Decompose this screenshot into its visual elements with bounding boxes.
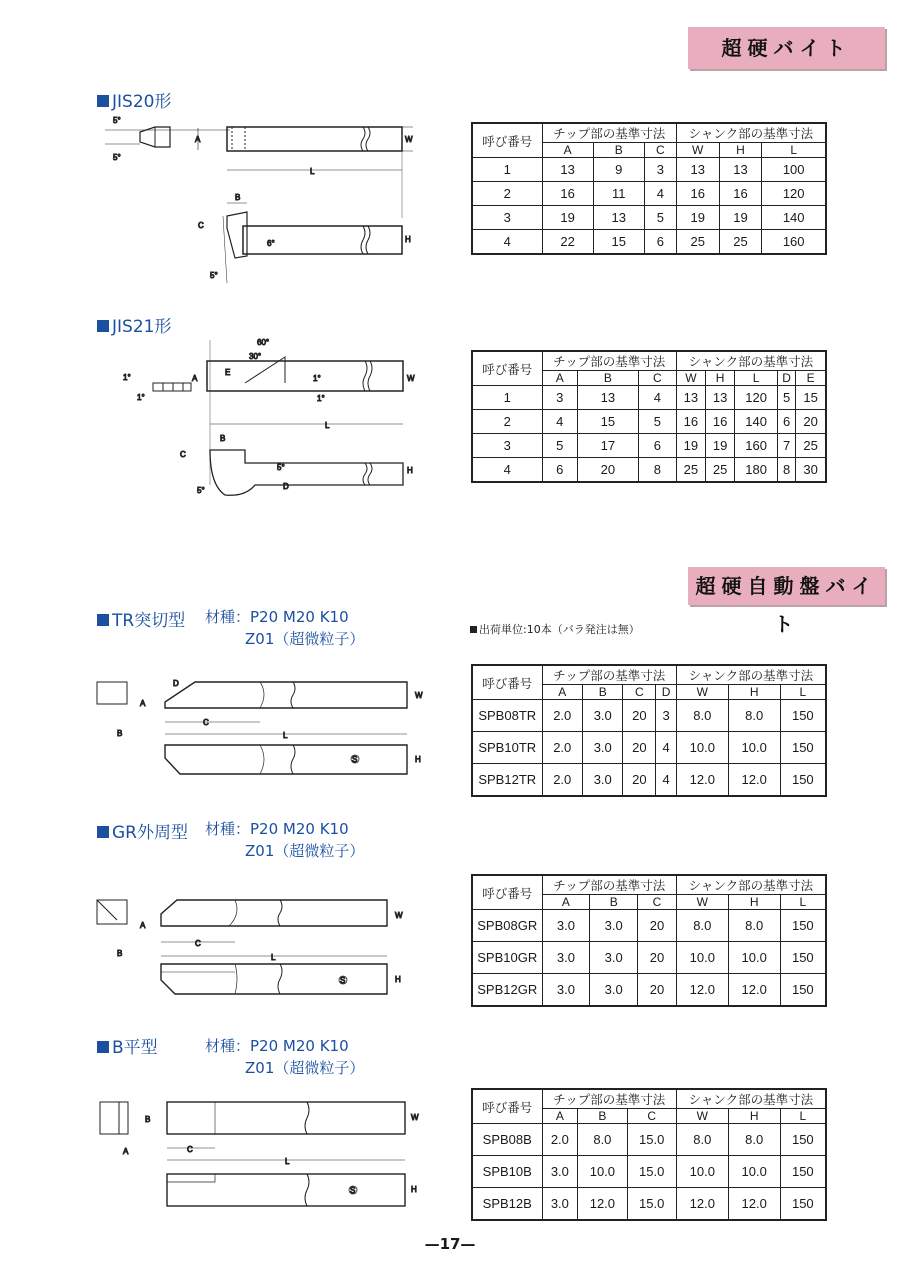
cell: 140: [762, 206, 826, 230]
angle-label: 60°: [257, 338, 270, 347]
angle-label: 5°: [277, 463, 285, 472]
dim-label-a: A: [140, 921, 146, 930]
cell: 150: [780, 974, 826, 1006]
cell: 9: [593, 158, 644, 182]
angle-label: 5°: [113, 116, 121, 125]
cell: 10.0: [578, 1156, 627, 1188]
cell: 20: [577, 458, 638, 482]
header-tip: チップ部の基準寸法: [542, 351, 676, 371]
cell: 19: [706, 434, 735, 458]
header-tip: チップ部の基準寸法: [542, 665, 676, 685]
cell: 20: [638, 974, 677, 1006]
col-header: H: [719, 143, 762, 158]
section-title-text: GR外周型: [112, 823, 188, 843]
cell: 12.0: [728, 974, 780, 1006]
dim-label-a: A: [195, 135, 201, 144]
cell: 5: [638, 410, 676, 434]
cell: 3.0: [542, 1156, 578, 1188]
col-header: H: [706, 371, 735, 386]
cell: 20: [623, 732, 656, 764]
cell: 16: [676, 182, 719, 206]
cell: 5: [542, 434, 577, 458]
dim-label-l: L: [271, 953, 276, 962]
col-header: A: [542, 371, 577, 386]
cell: 12.0: [676, 1188, 728, 1220]
dim-label-l: L: [325, 421, 330, 430]
table-row: [472, 410, 826, 434]
cell: 13: [719, 158, 762, 182]
cell: 150: [780, 910, 826, 942]
col-header: L: [780, 1109, 826, 1124]
cell: 8: [638, 458, 676, 482]
col-header: H: [728, 895, 780, 910]
col-header: E: [796, 371, 826, 386]
cell: 6: [542, 458, 577, 482]
dim-label-b: B: [220, 434, 226, 443]
cell: 3.0: [542, 974, 590, 1006]
table-row: [472, 764, 826, 796]
cell: 8.0: [676, 910, 728, 942]
cell: 4: [542, 410, 577, 434]
cell: 11: [593, 182, 644, 206]
header-shank: シャンク部の基準寸法: [676, 875, 826, 895]
cell: 20: [638, 910, 677, 942]
cell: 13: [593, 206, 644, 230]
material-tr: [205, 606, 364, 650]
section-title-b: [97, 1033, 158, 1058]
cell: 150: [780, 732, 826, 764]
cell: 15.0: [627, 1156, 676, 1188]
dim-label-l: L: [283, 731, 288, 740]
cell: SPB08TR: [472, 700, 542, 732]
header-shank: シャンク部の基準寸法: [676, 123, 826, 143]
drawing-gr: [95, 892, 435, 1012]
cell: 160: [735, 434, 778, 458]
cell: 15: [577, 410, 638, 434]
cell: 4: [656, 764, 677, 796]
material-z01: Z01（超微粒子）: [245, 630, 365, 648]
cell: 10.0: [728, 942, 780, 974]
cell: 3: [472, 434, 542, 458]
cell: 19: [676, 434, 705, 458]
table-row: [472, 700, 826, 732]
cell: 6: [778, 410, 796, 434]
cell: 25: [719, 230, 762, 254]
cell: 16: [706, 410, 735, 434]
cell: 3.0: [582, 764, 622, 796]
cell: 3.0: [590, 942, 638, 974]
dim-label-e: E: [225, 368, 231, 377]
shipping-note-text: 出荷単位:10本（バラ発注は無）: [479, 623, 640, 636]
symbol-s: S: [340, 976, 346, 985]
header-number: 呼び番号: [472, 1089, 542, 1124]
cell: 150: [780, 1124, 826, 1156]
col-header: A: [542, 685, 582, 700]
col-header: D: [656, 685, 677, 700]
dim-label-c: C: [195, 939, 201, 948]
cell: 3.0: [590, 974, 638, 1006]
col-header: C: [623, 685, 656, 700]
banner-carbide-tools: 超硬バイト: [688, 27, 885, 69]
cell: 10.0: [728, 1156, 780, 1188]
table-row: [472, 942, 826, 974]
col-header: W: [676, 685, 728, 700]
spec-table-b: [471, 1088, 827, 1221]
cell: 3.0: [542, 1188, 578, 1220]
cell: 15.0: [627, 1188, 676, 1220]
cell: 4: [644, 182, 676, 206]
cell: 12.0: [728, 764, 780, 796]
cell: 8.0: [728, 700, 780, 732]
angle-label: 1°: [123, 373, 131, 382]
square-bullet-icon: [97, 826, 109, 838]
cell: 160: [762, 230, 826, 254]
cell: 8.0: [728, 910, 780, 942]
cell: 180: [735, 458, 778, 482]
col-header: A: [542, 143, 593, 158]
cell: 10.0: [676, 942, 728, 974]
cell: 16: [676, 410, 705, 434]
cell: 2.0: [542, 700, 582, 732]
section-title-jis21: [97, 312, 171, 337]
dim-label-h: H: [411, 1185, 417, 1194]
cell: 3: [656, 700, 677, 732]
cell: 10.0: [676, 1156, 728, 1188]
square-bullet-icon: [470, 626, 477, 633]
header-tip: チップ部の基準寸法: [542, 875, 676, 895]
cell: 8.0: [676, 700, 728, 732]
cell: 3.0: [582, 700, 622, 732]
cell: 25: [676, 230, 719, 254]
cell: 10.0: [676, 732, 728, 764]
dim-label-c: C: [187, 1145, 193, 1154]
table-row: [472, 158, 826, 182]
table-row: [472, 910, 826, 942]
cell: 13: [577, 386, 638, 410]
cell: 15: [593, 230, 644, 254]
dim-label-h: H: [415, 755, 421, 764]
dim-label-b: B: [117, 729, 123, 738]
cell: 3.0: [582, 732, 622, 764]
square-bullet-icon: [97, 1041, 109, 1053]
cell: 6: [644, 230, 676, 254]
col-header: W: [676, 371, 705, 386]
dim-label-c: C: [198, 221, 204, 230]
col-header: L: [780, 685, 826, 700]
material-z01: Z01（超微粒子）: [245, 842, 365, 860]
cell: SPB10B: [472, 1156, 542, 1188]
section-title-text: TR突切型: [112, 611, 186, 631]
cell: 3: [472, 206, 542, 230]
cell: 3.0: [590, 910, 638, 942]
dim-label-a: A: [123, 1147, 129, 1156]
cell: 20: [623, 764, 656, 796]
dim-label-c: C: [203, 718, 209, 727]
cell: 25: [796, 434, 826, 458]
cell: 20: [796, 410, 826, 434]
section-title-text: JIS21形: [112, 317, 172, 337]
cell: 150: [780, 700, 826, 732]
header-number: 呼び番号: [472, 665, 542, 700]
col-header: A: [542, 895, 590, 910]
cell: 3: [542, 386, 577, 410]
cell: 6: [638, 434, 676, 458]
col-header: B: [582, 685, 622, 700]
cell: 19: [719, 206, 762, 230]
cell: 13: [542, 158, 593, 182]
cell: 2.0: [542, 732, 582, 764]
dim-label-w: W: [405, 135, 413, 144]
cell: 15: [796, 386, 826, 410]
header-tip: チップ部の基準寸法: [542, 1089, 676, 1109]
col-header: B: [593, 143, 644, 158]
material-b: [205, 1035, 364, 1079]
cell: 2.0: [542, 1124, 578, 1156]
dim-label-l: L: [310, 167, 315, 176]
section-title-text: B平型: [112, 1038, 158, 1058]
col-header: A: [542, 1109, 578, 1124]
section-title-gr: [97, 818, 188, 843]
header-number: 呼び番号: [472, 351, 542, 386]
dim-label-d: D: [283, 482, 289, 491]
cell: 2: [472, 410, 542, 434]
cell: 150: [780, 942, 826, 974]
cell: 25: [676, 458, 705, 482]
cell: 13: [676, 386, 705, 410]
cell: 13: [676, 158, 719, 182]
dim-label-a: A: [192, 374, 198, 383]
table-row: [472, 974, 826, 1006]
material-gr: [205, 818, 364, 862]
cell: SPB08GR: [472, 910, 542, 942]
cell: 5: [644, 206, 676, 230]
table-row: [472, 434, 826, 458]
cell: 17: [577, 434, 638, 458]
cell: 8.0: [728, 1124, 780, 1156]
col-header: H: [728, 685, 780, 700]
header-tip: チップ部の基準寸法: [542, 123, 676, 143]
shipping-note: [470, 621, 640, 637]
cell: 12.0: [676, 764, 728, 796]
material-grades: 材種：P20 M20 K10: [205, 820, 349, 838]
angle-label: 1°: [317, 394, 325, 403]
spec-table-jis20: [471, 122, 827, 255]
col-header: W: [676, 1109, 728, 1124]
section-title-text: JIS20形: [112, 92, 172, 112]
col-header: C: [644, 143, 676, 158]
angle-label: 5°: [197, 486, 205, 495]
angle-label: 1°: [313, 374, 321, 383]
square-bullet-icon: [97, 320, 109, 332]
cell: 150: [780, 1188, 826, 1220]
table-row: [472, 182, 826, 206]
cell: 10.0: [728, 732, 780, 764]
cell: 22: [542, 230, 593, 254]
dim-label-a: A: [140, 699, 146, 708]
dim-label-h: H: [407, 466, 413, 475]
dim-label-w: W: [415, 691, 423, 700]
table-row: [472, 1124, 826, 1156]
cell: SPB12GR: [472, 974, 542, 1006]
cell: 8: [778, 458, 796, 482]
cell: 15.0: [627, 1124, 676, 1156]
spec-table-tr: [471, 664, 827, 797]
angle-label: 6°: [267, 239, 275, 248]
header-shank: シャンク部の基準寸法: [676, 351, 826, 371]
cell: 20: [623, 700, 656, 732]
drawing-b: [95, 1098, 435, 1218]
header-shank: シャンク部の基準寸法: [676, 1089, 826, 1109]
cell: 150: [780, 764, 826, 796]
drawing-jis20: [95, 108, 435, 288]
symbol-s: S: [350, 1186, 356, 1195]
cell: 4: [472, 458, 542, 482]
dim-label-w: W: [395, 911, 403, 920]
col-header: C: [638, 371, 676, 386]
table-row: [472, 386, 826, 410]
col-header: D: [778, 371, 796, 386]
cell: 12.0: [676, 974, 728, 1006]
cell: 4: [656, 732, 677, 764]
angle-label: 1°: [137, 393, 145, 402]
cell: 7: [778, 434, 796, 458]
dim-label-h: H: [395, 975, 401, 984]
drawing-tr: [95, 668, 435, 788]
page-number: —17—: [424, 1235, 476, 1253]
col-header: W: [676, 895, 728, 910]
material-grades: 材種：P20 M20 K10: [205, 608, 349, 626]
section-title-tr: [97, 606, 185, 631]
cell: 5: [778, 386, 796, 410]
cell: 1: [472, 158, 542, 182]
dim-label-c: C: [180, 450, 186, 459]
spec-table-jis21: [471, 350, 827, 483]
cell: 3: [644, 158, 676, 182]
cell: 3.0: [542, 910, 590, 942]
col-header: B: [577, 371, 638, 386]
cell: 25: [706, 458, 735, 482]
col-header: C: [638, 895, 677, 910]
table-row: [472, 230, 826, 254]
angle-label: 5°: [113, 153, 121, 162]
col-header: L: [762, 143, 826, 158]
dim-label-l: L: [285, 1157, 290, 1166]
table-row: [472, 458, 826, 482]
dim-label-b: B: [117, 949, 123, 958]
cell: 3.0: [542, 942, 590, 974]
col-header: B: [590, 895, 638, 910]
cell: 12.0: [728, 1188, 780, 1220]
cell: 140: [735, 410, 778, 434]
cell: SPB10GR: [472, 942, 542, 974]
cell: SPB08B: [472, 1124, 542, 1156]
col-header: H: [728, 1109, 780, 1124]
cell: 100: [762, 158, 826, 182]
dim-label-b: B: [235, 193, 241, 202]
angle-label: 30°: [249, 352, 262, 361]
cell: 8.0: [676, 1124, 728, 1156]
col-header: C: [627, 1109, 676, 1124]
material-grades: 材種：P20 M20 K10: [205, 1037, 349, 1055]
spec-table-gr: [471, 874, 827, 1007]
dim-label-b: B: [145, 1115, 151, 1124]
symbol-s: S: [352, 755, 358, 764]
dim-label-d: D: [173, 679, 179, 688]
dim-label-w: W: [407, 374, 415, 383]
dim-label-h: H: [405, 235, 411, 244]
table-row: [472, 732, 826, 764]
cell: 120: [735, 386, 778, 410]
angle-label: 5°: [210, 271, 218, 280]
cell: 4: [472, 230, 542, 254]
cell: 20: [638, 942, 677, 974]
cell: 120: [762, 182, 826, 206]
header-number: 呼び番号: [472, 123, 542, 158]
cell: 4: [638, 386, 676, 410]
banner-automatic-lathe-tools: 超硬自動盤バイト: [688, 567, 885, 605]
cell: SPB12B: [472, 1188, 542, 1220]
cell: 1: [472, 386, 542, 410]
square-bullet-icon: [97, 95, 109, 107]
cell: 150: [780, 1156, 826, 1188]
col-header: L: [780, 895, 826, 910]
table-row: [472, 206, 826, 230]
header-number: 呼び番号: [472, 875, 542, 910]
cell: 12.0: [578, 1188, 627, 1220]
cell: 30: [796, 458, 826, 482]
cell: 16: [542, 182, 593, 206]
cell: 19: [542, 206, 593, 230]
cell: 8.0: [578, 1124, 627, 1156]
cell: 2: [472, 182, 542, 206]
table-row: [472, 1156, 826, 1188]
cell: 13: [706, 386, 735, 410]
col-header: B: [578, 1109, 627, 1124]
drawing-jis21: [95, 335, 435, 505]
cell: SPB10TR: [472, 732, 542, 764]
material-z01: Z01（超微粒子）: [245, 1059, 365, 1077]
table-row: [472, 1188, 826, 1220]
cell: 19: [676, 206, 719, 230]
cell: 2.0: [542, 764, 582, 796]
cell: 16: [719, 182, 762, 206]
header-shank: シャンク部の基準寸法: [676, 665, 826, 685]
col-header: W: [676, 143, 719, 158]
col-header: L: [735, 371, 778, 386]
cell: SPB12TR: [472, 764, 542, 796]
square-bullet-icon: [97, 614, 109, 626]
dim-label-w: W: [411, 1113, 419, 1122]
